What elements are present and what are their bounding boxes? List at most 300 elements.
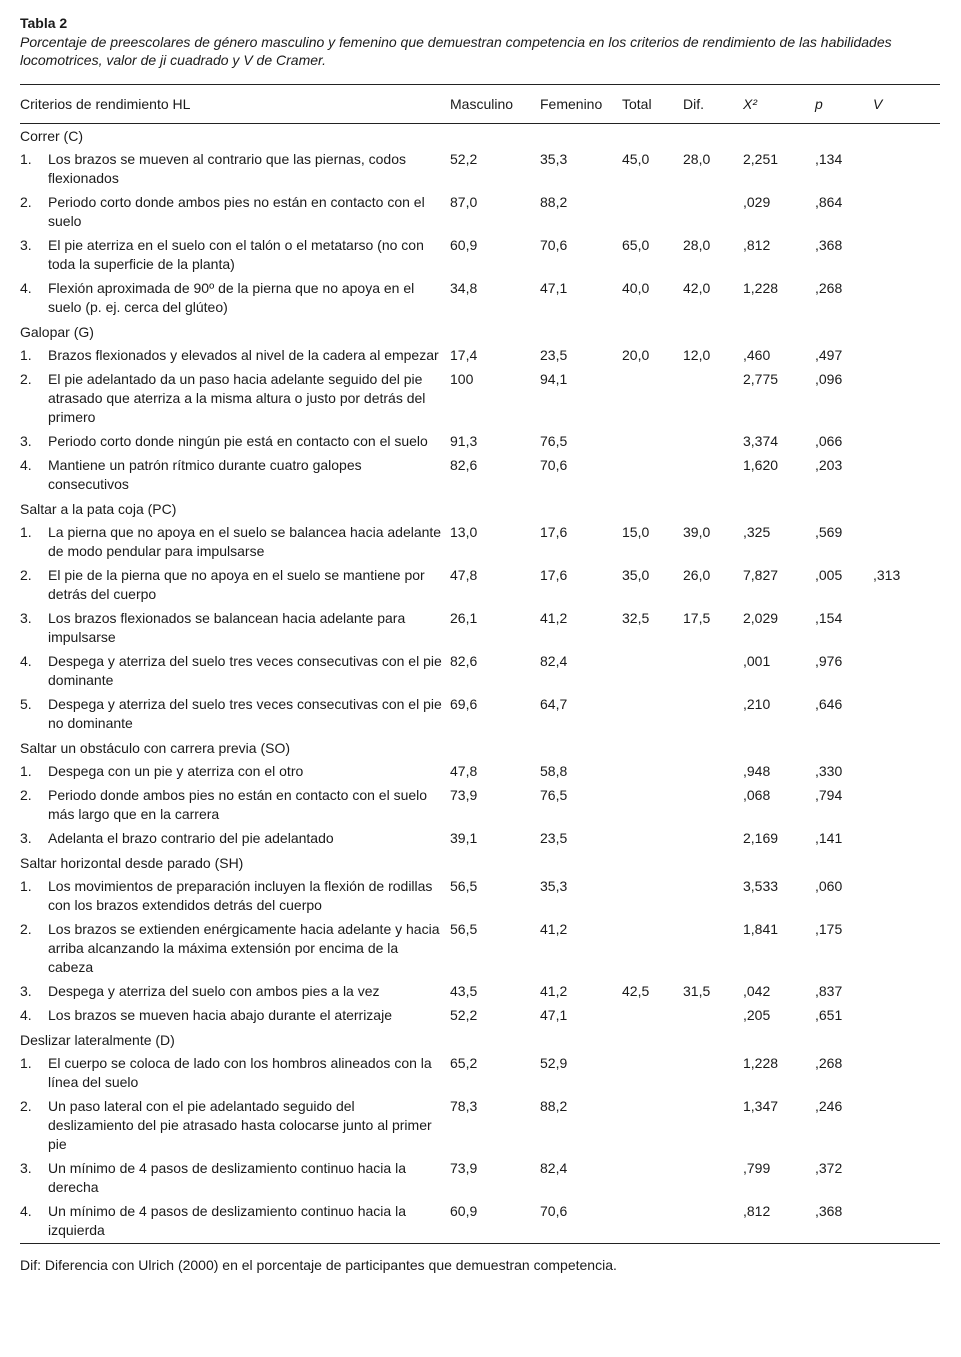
- table-row: [20, 277, 940, 320]
- criterion-item: [20, 877, 450, 915]
- criterion-text: Despega y aterriza del suelo tres veces consecutivas con el pie dominante: [48, 653, 442, 688]
- section-title: Saltar un obstáculo con carrera previa (SO): [20, 740, 291, 756]
- dif-value: 17,5: [683, 610, 711, 626]
- dif-value: [683, 650, 743, 693]
- dif-value: 39,0: [683, 524, 711, 540]
- p-value: ,268: [815, 1055, 843, 1071]
- criterion-cell: [20, 521, 450, 564]
- criterion-number: 3.: [20, 433, 32, 449]
- p-value: ,368: [815, 237, 843, 253]
- table-row: [20, 564, 940, 607]
- chi-square-value: 2,251: [743, 151, 779, 167]
- p-value: ,330: [815, 763, 843, 779]
- criterion-cell: [20, 277, 450, 320]
- criterion-text: Un mínimo de 4 pasos de deslizamiento continuo hacia la derecha: [48, 1160, 406, 1195]
- masculino-value: 91,3: [450, 433, 478, 449]
- section-title: Saltar horizontal desde parado (SH): [20, 855, 244, 871]
- total-value: [622, 760, 683, 784]
- total-value: [622, 430, 683, 454]
- chi-square-value: 1,347: [743, 1098, 779, 1114]
- criterion-item: [20, 762, 450, 781]
- v-value: [873, 980, 940, 1004]
- criterion-text: Mantiene un patrón rítmico durante cuatro galopes consecutivos: [48, 457, 362, 492]
- criterion-cell: [20, 191, 450, 234]
- section-row: [20, 124, 940, 149]
- criterion-text: Periodo corto donde ambos pies no están en contacto con el suelo: [48, 194, 425, 229]
- criterion-item: [20, 346, 450, 365]
- criterion-item: [20, 920, 450, 977]
- criterion-cell: [20, 607, 450, 650]
- femenino-value: 23,5: [540, 347, 568, 363]
- header-criterio: Criterios de rendimiento HL: [20, 85, 450, 124]
- criterion-item: [20, 652, 450, 690]
- criterion-cell: [20, 784, 450, 827]
- dif-value: [683, 191, 743, 234]
- v-value: [873, 234, 940, 277]
- p-value: ,246: [815, 1098, 843, 1114]
- criterion-number: 3.: [20, 830, 32, 846]
- criterion-number: 2.: [20, 371, 32, 387]
- total-value: 42,5: [622, 983, 650, 999]
- masculino-value: 100: [450, 371, 474, 387]
- chi-square-value: 3,533: [743, 878, 779, 894]
- total-value: [622, 693, 683, 736]
- criterion-item: [20, 982, 450, 1001]
- v-value: [873, 1052, 940, 1095]
- criterion-number: 3.: [20, 983, 32, 999]
- table-row: [20, 980, 940, 1004]
- p-value: ,203: [815, 457, 843, 473]
- total-value: 15,0: [622, 524, 650, 540]
- criterion-number: 3.: [20, 1160, 32, 1176]
- v-value: [873, 430, 940, 454]
- criterion-number: 4.: [20, 1007, 32, 1023]
- femenino-value: 82,4: [540, 1160, 568, 1176]
- header-femenino: Femenino: [540, 85, 622, 124]
- criterion-text: Periodo corto donde ningún pie está en contacto con el suelo: [48, 433, 428, 449]
- table-row: [20, 344, 940, 368]
- v-value: [873, 918, 940, 980]
- criterion-item: [20, 695, 450, 733]
- criterion-text: El pie de la pierna que no apoya en el suelo se mantiene por detrás del cuerpo: [48, 567, 425, 602]
- header-row: [20, 85, 940, 124]
- section-title: Correr (C): [20, 128, 83, 144]
- masculino-value: 69,6: [450, 696, 478, 712]
- v-value: ,313: [873, 567, 901, 583]
- dif-value: [683, 454, 743, 497]
- criterion-item: [20, 370, 450, 427]
- section-row: [20, 320, 940, 344]
- criterion-text: La pierna que no apoya en el suelo se balancea hacia adelante de modo pendular para impulsarse: [48, 524, 442, 559]
- chi-square-value: ,210: [743, 696, 771, 712]
- criterion-cell: [20, 344, 450, 368]
- total-value: [622, 1052, 683, 1095]
- masculino-value: 47,8: [450, 763, 478, 779]
- v-value: [873, 875, 940, 918]
- header-p: p: [815, 85, 873, 124]
- criterion-text: Periodo donde ambos pies no están en contacto con el suelo más largo que en la carrera: [48, 787, 428, 822]
- criterion-text: Despega y aterriza del suelo con ambos pies a la vez: [48, 983, 380, 999]
- dif-value: [683, 1200, 743, 1244]
- chi-square-value: 2,169: [743, 830, 779, 846]
- total-value: [622, 368, 683, 430]
- p-value: ,060: [815, 878, 843, 894]
- table-row: [20, 1157, 940, 1200]
- criterion-item: [20, 1159, 450, 1197]
- v-value: [873, 368, 940, 430]
- femenino-value: 88,2: [540, 1098, 568, 1114]
- criterion-number: 1.: [20, 763, 32, 779]
- criterion-number: 1.: [20, 1055, 32, 1071]
- criterion-text: El cuerpo se coloca de lado con los hombros alineados con la línea del suelo: [48, 1055, 432, 1090]
- p-value: ,646: [815, 696, 843, 712]
- dif-value: [683, 1095, 743, 1157]
- criterion-number: 2.: [20, 921, 32, 937]
- chi-square-value: 1,620: [743, 457, 779, 473]
- criterion-cell: [20, 1004, 450, 1028]
- femenino-value: 76,5: [540, 433, 568, 449]
- criterion-text: Un mínimo de 4 pasos de deslizamiento continuo hacia la izquierda: [48, 1203, 406, 1238]
- criterion-cell: [20, 1157, 450, 1200]
- total-value: 32,5: [622, 610, 650, 626]
- femenino-value: 70,6: [540, 457, 568, 473]
- dif-value: 42,0: [683, 280, 711, 296]
- v-value: [873, 454, 940, 497]
- table-row: [20, 191, 940, 234]
- masculino-value: 13,0: [450, 524, 478, 540]
- total-value: [622, 827, 683, 851]
- table-row: [20, 430, 940, 454]
- femenino-value: 35,3: [540, 878, 568, 894]
- dif-value: 28,0: [683, 151, 711, 167]
- p-value: ,976: [815, 653, 843, 669]
- chi-square-value: ,812: [743, 1200, 815, 1244]
- criterion-item: [20, 432, 450, 451]
- criterion-text: Los brazos se extienden enérgicamente hacia adelante y hacia arriba alcanzando la máxima extensión por encima de la cabeza: [48, 921, 440, 975]
- total-value: [622, 784, 683, 827]
- table-row: [20, 607, 940, 650]
- dif-value: 12,0: [683, 347, 711, 363]
- table-caption: Porcentaje de preescolares de género masculino y femenino que demuestran competencia en los criterios de rendimiento de las habilidades locomotrices, valor de ji cuadrado y V de Cramer.: [20, 34, 892, 68]
- dif-value: [683, 430, 743, 454]
- section-row: [20, 497, 940, 521]
- table-row: [20, 368, 940, 430]
- chi-square-value: 2,775: [743, 371, 779, 387]
- chi-square-value: ,068: [743, 787, 771, 803]
- criterion-item: [20, 786, 450, 824]
- criterion-number: 1.: [20, 878, 32, 894]
- femenino-value: 64,7: [540, 696, 568, 712]
- p-value: ,005: [815, 567, 843, 583]
- criterion-cell: [20, 148, 450, 191]
- p-value: ,175: [815, 921, 843, 937]
- masculino-value: 60,9: [450, 237, 478, 253]
- p-value: ,368: [815, 1200, 873, 1244]
- v-value: [873, 1157, 940, 1200]
- data-table: [20, 84, 940, 1244]
- chi-square-value: 1,228: [743, 1055, 779, 1071]
- total-value: 35,0: [622, 567, 650, 583]
- criterion-number: 2.: [20, 567, 32, 583]
- table-row: [20, 875, 940, 918]
- section-row: [20, 1028, 940, 1052]
- total-value: 65,0: [622, 237, 650, 253]
- table-footnote: Dif: Diferencia con Ulrich (2000) en el porcentaje de participantes que demuestran competencia.: [20, 1257, 617, 1273]
- table-row: [20, 1052, 940, 1095]
- femenino-value: 17,6: [540, 524, 568, 540]
- total-value: 45,0: [622, 151, 650, 167]
- p-value: ,066: [815, 433, 843, 449]
- chi-square-value: ,042: [743, 983, 771, 999]
- section-title: Galopar (G): [20, 324, 94, 340]
- femenino-value: 17,6: [540, 567, 568, 583]
- criterion-item: [20, 1006, 450, 1025]
- femenino-value: 70,6: [540, 237, 568, 253]
- header-chi-square: X²: [743, 85, 815, 124]
- criterion-item: [20, 456, 450, 494]
- chi-square-value: ,205: [743, 1007, 771, 1023]
- total-value: [622, 1004, 683, 1028]
- section-title: Deslizar lateralmente (D): [20, 1032, 175, 1048]
- femenino-value: 41,2: [540, 983, 568, 999]
- chi-square-value: ,325: [743, 524, 771, 540]
- femenino-value: 47,1: [540, 1007, 568, 1023]
- chi-square-value: 3,374: [743, 433, 779, 449]
- dif-value: [683, 760, 743, 784]
- dif-value: [683, 1004, 743, 1028]
- p-value: ,651: [815, 1007, 843, 1023]
- v-value: [873, 148, 940, 191]
- p-value: ,134: [815, 151, 843, 167]
- chi-square-value: ,460: [743, 347, 771, 363]
- table-row: [20, 918, 940, 980]
- criterion-item: [20, 566, 450, 604]
- femenino-value: 70,6: [540, 1200, 622, 1244]
- criterion-number: 2.: [20, 194, 32, 210]
- masculino-value: 78,3: [450, 1098, 478, 1114]
- section-row: [20, 736, 940, 760]
- criterion-item: [20, 609, 450, 647]
- masculino-value: 47,8: [450, 567, 478, 583]
- femenino-value: 76,5: [540, 787, 568, 803]
- chi-square-value: ,029: [743, 194, 771, 210]
- masculino-value: 73,9: [450, 1160, 478, 1176]
- criterion-cell: [20, 234, 450, 277]
- criterion-item: [20, 523, 450, 561]
- criterion-number: 4.: [20, 457, 32, 473]
- masculino-value: 34,8: [450, 280, 478, 296]
- criterion-number: 2.: [20, 787, 32, 803]
- total-value: [622, 650, 683, 693]
- chi-square-value: 1,228: [743, 280, 779, 296]
- dif-value: 31,5: [683, 983, 711, 999]
- criterion-cell: [20, 564, 450, 607]
- criterion-text: Los brazos flexionados se balancean hacia adelante para impulsarse: [48, 610, 406, 645]
- femenino-value: 58,8: [540, 763, 568, 779]
- total-value: [622, 1200, 683, 1244]
- header-total: Total: [622, 85, 683, 124]
- v-value: [873, 1200, 940, 1244]
- femenino-value: 82,4: [540, 653, 568, 669]
- masculino-value: 82,6: [450, 457, 478, 473]
- dif-value: 26,0: [683, 567, 711, 583]
- chi-square-value: 2,029: [743, 610, 779, 626]
- femenino-value: 35,3: [540, 151, 568, 167]
- v-value: [873, 1095, 940, 1157]
- masculino-value: 65,2: [450, 1055, 478, 1071]
- table-figure: [20, 14, 940, 1274]
- masculino-value: 56,5: [450, 878, 478, 894]
- criterion-number: 1.: [20, 347, 32, 363]
- total-value: 40,0: [622, 280, 650, 296]
- criterion-text: Los movimientos de preparación incluyen la flexión de rodillas con los brazos extendidos detrás del cuerpo: [48, 878, 433, 913]
- table-row: [20, 521, 940, 564]
- chi-square-value: ,799: [743, 1160, 771, 1176]
- table-row: [20, 148, 940, 191]
- total-value: [622, 1157, 683, 1200]
- header-v: V: [873, 85, 940, 124]
- chi-square-value: ,948: [743, 763, 771, 779]
- table-row: [20, 827, 940, 851]
- criterion-cell: [20, 827, 450, 851]
- criterion-item: [20, 236, 450, 274]
- header-dif: Dif.: [683, 85, 743, 124]
- masculino-value: 52,2: [450, 151, 478, 167]
- p-value: ,141: [815, 830, 843, 846]
- criterion-item: [20, 279, 450, 317]
- criterion-text: Flexión aproximada de 90º de la pierna que no apoya en el suelo (p. ej. cerca del glúteo): [48, 280, 415, 315]
- total-value: 20,0: [622, 347, 650, 363]
- p-value: ,864: [815, 194, 843, 210]
- criterion-cell: [20, 430, 450, 454]
- dif-value: [683, 875, 743, 918]
- criterion-number: 1.: [20, 151, 32, 167]
- total-value: [622, 918, 683, 980]
- criterion-item: [20, 193, 450, 231]
- criterion-cell: [20, 875, 450, 918]
- table-row: [20, 454, 940, 497]
- criterion-item: [20, 829, 450, 848]
- table-row: [20, 234, 940, 277]
- section-row: [20, 851, 940, 875]
- p-value: ,497: [815, 347, 843, 363]
- criterion-cell: [20, 650, 450, 693]
- criterion-item: [20, 150, 450, 188]
- masculino-value: 39,1: [450, 830, 478, 846]
- criterion-text: Despega y aterriza del suelo tres veces consecutivas con el pie no dominante: [48, 696, 442, 731]
- v-value: [873, 760, 940, 784]
- v-value: [873, 1004, 940, 1028]
- dif-value: [683, 784, 743, 827]
- table-body: [20, 124, 940, 1244]
- masculino-value: 43,5: [450, 983, 478, 999]
- masculino-value: 17,4: [450, 347, 478, 363]
- dif-value: [683, 918, 743, 980]
- criterion-text: Adelanta el brazo contrario del pie adelantado: [48, 830, 334, 846]
- femenino-value: 94,1: [540, 371, 568, 387]
- criterion-number: 4.: [20, 280, 32, 296]
- table-row: [20, 650, 940, 693]
- total-value: [622, 454, 683, 497]
- section-title: Saltar a la pata coja (PC): [20, 501, 177, 517]
- v-value: [873, 784, 940, 827]
- masculino-value: 60,9: [450, 1200, 540, 1244]
- criterion-cell: [20, 693, 450, 736]
- dif-value: [683, 1157, 743, 1200]
- p-value: ,569: [815, 524, 843, 540]
- p-value: ,154: [815, 610, 843, 626]
- table-row: [20, 784, 940, 827]
- criterion-text: Un paso lateral con el pie adelantado seguido del deslizamiento del pie atrasado hasta colocarse junto al primer pie: [48, 1098, 432, 1152]
- criterion-number: 3.: [20, 610, 32, 626]
- table-row: [20, 1200, 940, 1244]
- femenino-value: 41,2: [540, 610, 568, 626]
- chi-square-value: ,812: [743, 237, 771, 253]
- criterion-cell: [20, 760, 450, 784]
- total-value: [622, 1095, 683, 1157]
- criterion-cell: [20, 1095, 450, 1157]
- p-value: ,837: [815, 983, 843, 999]
- chi-square-value: 1,841: [743, 921, 779, 937]
- dif-value: 28,0: [683, 237, 711, 253]
- criterion-cell: [20, 980, 450, 1004]
- v-value: [873, 277, 940, 320]
- criterion-cell: [20, 918, 450, 980]
- criterion-number: 4.: [20, 653, 32, 669]
- chi-square-value: ,001: [743, 653, 771, 669]
- criterion-cell: [20, 454, 450, 497]
- criterion-text: El pie aterriza en el suelo con el talón o el metatarso (no con toda la superficie de la planta): [48, 237, 424, 272]
- femenino-value: 41,2: [540, 921, 568, 937]
- criterion-text: Los brazos se mueven al contrario que las piernas, codos flexionados: [48, 151, 406, 186]
- masculino-value: 52,2: [450, 1007, 478, 1023]
- criterion-cell: [20, 1200, 450, 1244]
- table-row: [20, 693, 940, 736]
- v-value: [873, 607, 940, 650]
- table-row: [20, 1004, 940, 1028]
- criterion-number: 3.: [20, 237, 32, 253]
- criterion-number: 1.: [20, 524, 32, 540]
- header-masculino: Masculino: [450, 85, 540, 124]
- v-value: [873, 191, 940, 234]
- p-value: ,372: [815, 1160, 843, 1176]
- masculino-value: 73,9: [450, 787, 478, 803]
- p-value: ,794: [815, 787, 843, 803]
- criterion-text: El pie adelantado da un paso hacia adelante seguido del pie atrasado que aterriza a la misma altura o justo por detrás del primero: [48, 371, 426, 425]
- criterion-number: 2.: [20, 1098, 32, 1114]
- criterion-cell: [20, 368, 450, 430]
- femenino-value: 88,2: [540, 194, 568, 210]
- table-row: [20, 1095, 940, 1157]
- masculino-value: 26,1: [450, 610, 478, 626]
- v-value: [873, 521, 940, 564]
- table-row: [20, 760, 940, 784]
- femenino-value: 23,5: [540, 830, 568, 846]
- dif-value: [683, 827, 743, 851]
- criterion-text: Despega con un pie y aterriza con el otro: [48, 763, 304, 779]
- table-label: Tabla 2: [20, 15, 68, 31]
- criterion-item: [20, 1202, 450, 1240]
- v-value: [873, 693, 940, 736]
- criterion-text: Los brazos se mueven hacia abajo durante el aterrizaje: [48, 1007, 392, 1023]
- masculino-value: 56,5: [450, 921, 478, 937]
- dif-value: [683, 368, 743, 430]
- dif-value: [683, 693, 743, 736]
- criterion-number: 5.: [20, 696, 32, 712]
- masculino-value: 82,6: [450, 653, 478, 669]
- v-value: [873, 827, 940, 851]
- criterion-cell: [20, 1052, 450, 1095]
